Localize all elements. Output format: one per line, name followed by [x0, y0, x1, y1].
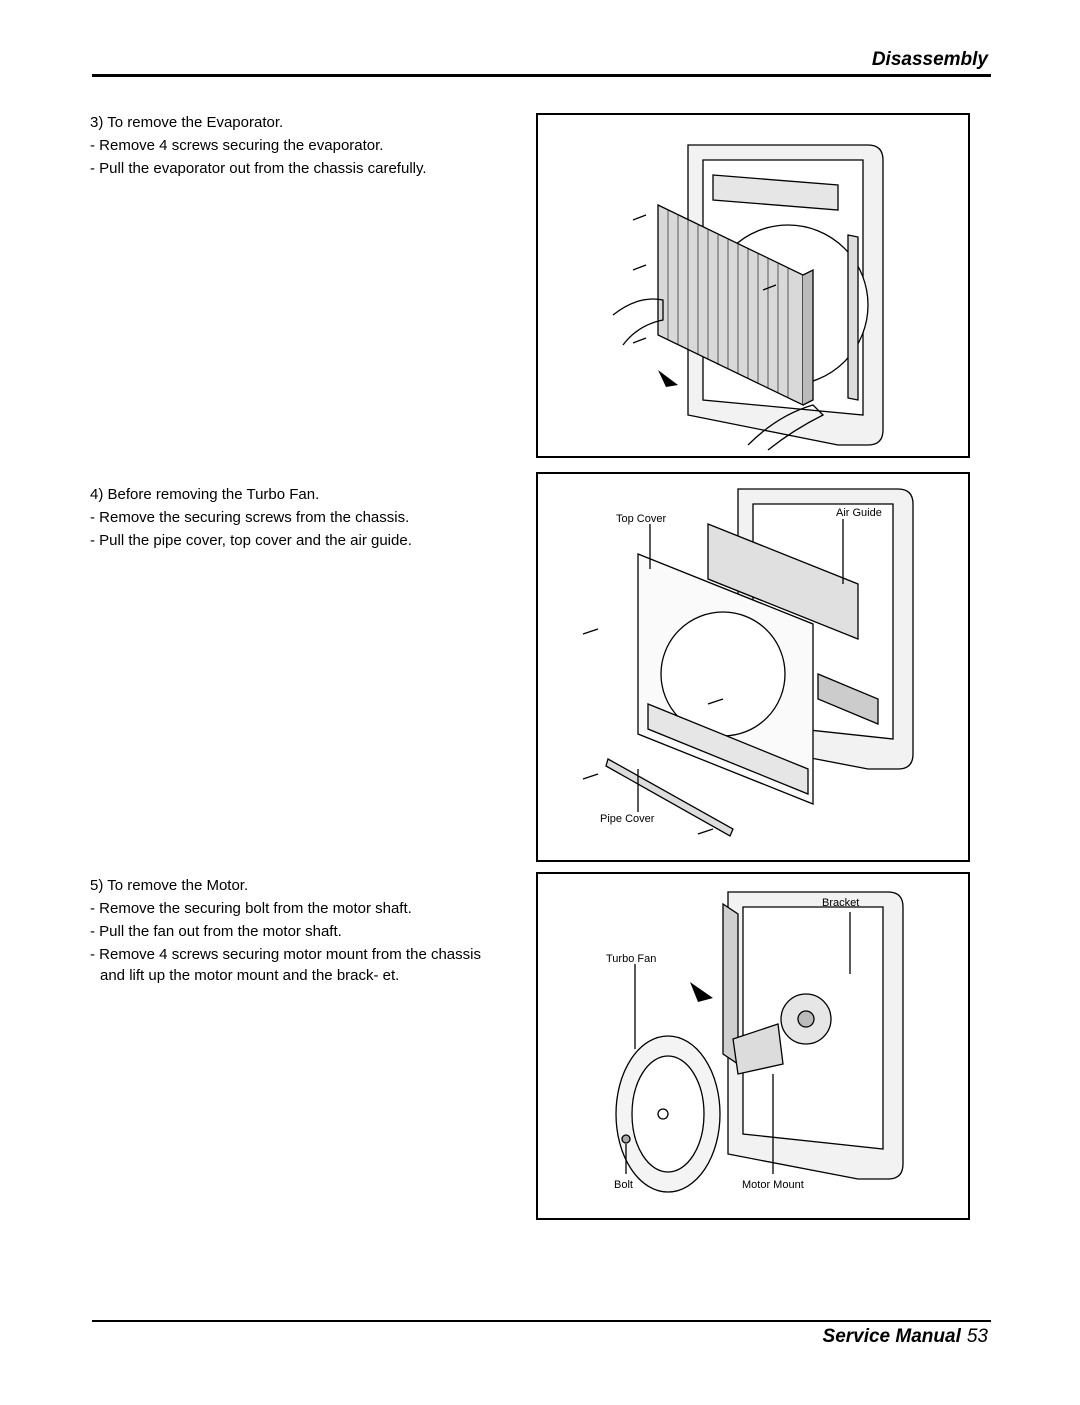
page-header-title: Disassembly — [871, 49, 988, 70]
step-heading: 4) Before removing the Turbo Fan. — [90, 486, 320, 503]
step-bullet: - Remove 4 screws securing motor mount from the chassis and lift up the motor mount and the brack- et. — [90, 946, 481, 984]
page-footer — [823, 1326, 988, 1348]
evaporator-illustration — [538, 115, 968, 456]
step-bullet: - Pull the pipe cover, top cover and the air guide. — [90, 532, 412, 549]
step-bullet: - Remove the securing screws from the chassis. — [90, 509, 410, 526]
step-bullet: - Pull the evaporator out from the chassis carefully. — [90, 160, 427, 177]
label-turbo-fan: Turbo Fan — [606, 953, 657, 965]
step-motor — [90, 875, 510, 986]
motor-illustration — [538, 874, 968, 1218]
step-bullet: - Pull the fan out from the motor shaft. — [90, 923, 342, 940]
step-bullet: - Remove 4 screws securing the evaporator. — [90, 137, 384, 154]
footer-rule — [92, 1320, 991, 1322]
label-air-guide: Air Guide — [836, 507, 882, 519]
step-turbo-fan — [90, 484, 510, 551]
label-top-cover: Top Cover — [616, 513, 667, 525]
label-motor-mount: Motor Mount — [742, 1179, 804, 1191]
footer-manual-label: Service Manual — [822, 1326, 961, 1347]
page-number: 53 — [966, 1326, 988, 1347]
figure-turbo-fan-prep — [536, 472, 970, 862]
figure-evaporator-removal — [536, 113, 970, 458]
label-pipe-cover: Pipe Cover — [600, 813, 655, 825]
step-heading: 5) To remove the Motor. — [90, 877, 249, 894]
step-evaporator — [90, 112, 510, 179]
chassis-exploded-illustration — [538, 474, 968, 860]
label-bracket: Bracket — [822, 897, 860, 909]
figure-motor-removal — [536, 872, 970, 1220]
step-heading: 3) To remove the Evaporator. — [90, 114, 284, 131]
header-rule — [92, 74, 991, 77]
label-bolt: Bolt — [614, 1179, 633, 1191]
step-bullet: - Remove the securing bolt from the motor shaft. — [90, 900, 412, 917]
